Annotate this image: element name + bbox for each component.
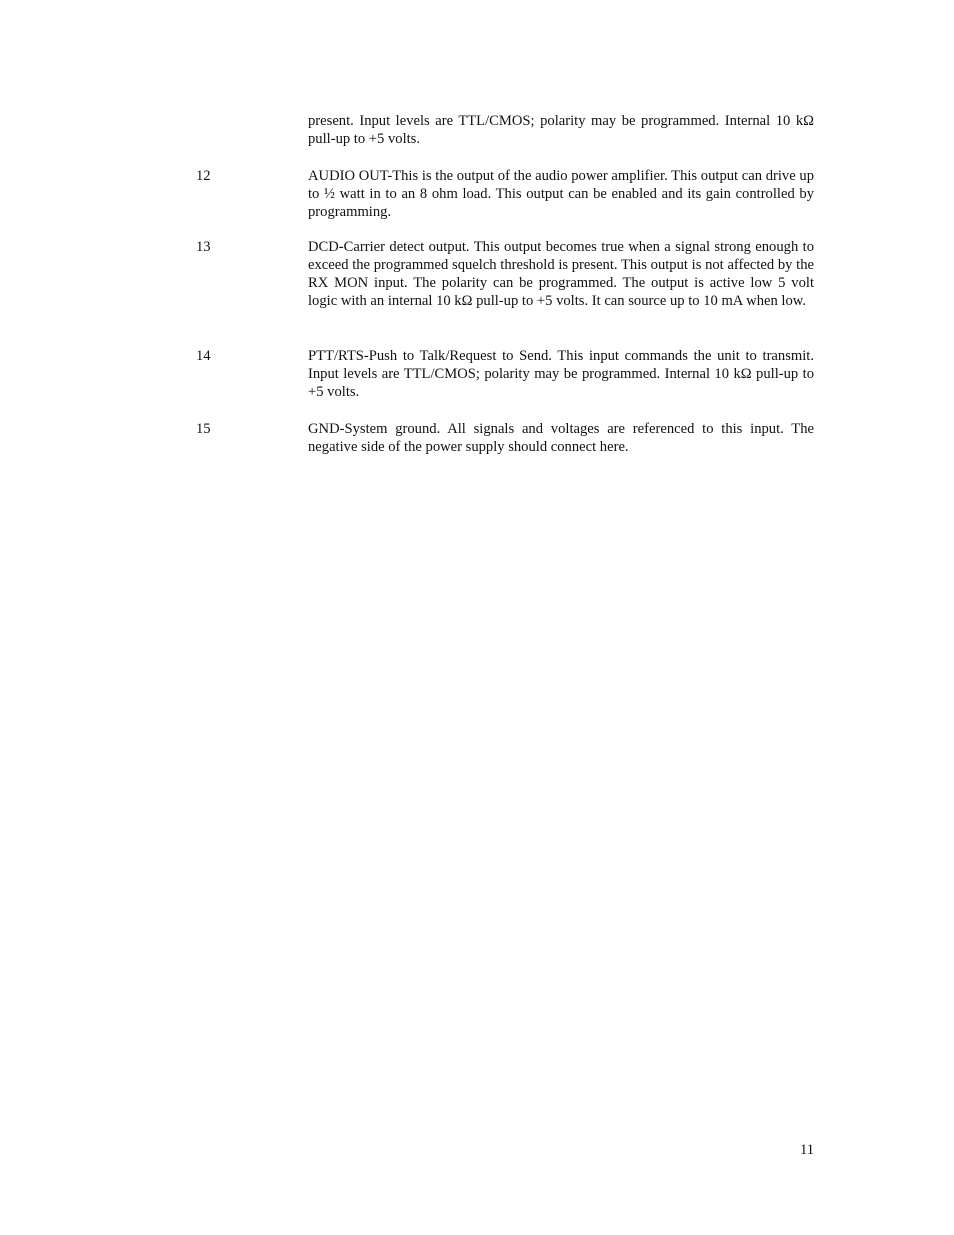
pin-number: 14 — [196, 348, 211, 364]
pin-description: DCD-Carrier detect output. This output becomes true when a signal strong enough to exceed the programmed squelch threshold is present. This output is not affected by the RX MON input. The polarity can be programmed. The output is active low 5 volt logic with an internal 10 kΩ pull-up to +5 volts. It can source up to 10 mA when low. — [308, 239, 814, 309]
continuation-paragraph: present. Input levels are TTL/CMOS; polarity may be programmed. Internal 10 kΩ pull-up to +5 volts. — [308, 113, 814, 147]
pin-description: GND-System ground. All signals and voltages are referenced to this input. The negative side of the power supply should connect here. — [308, 421, 814, 455]
pin-number: 15 — [196, 421, 211, 437]
pin-description: AUDIO OUT-This is the output of the audio power amplifier. This output can drive up to ½ watt in to an 8 ohm load. This output can be enabled and its gain controlled by programming. — [308, 168, 814, 220]
pin-description: PTT/RTS-Push to Talk/Request to Send. This input commands the unit to transmit. Input levels are TTL/CMOS; polarity may be programmed. Internal 10 kΩ pull-up to +5 volts. — [308, 348, 814, 400]
pin-number: 13 — [196, 239, 211, 255]
page-number: 11 — [799, 1142, 814, 1158]
pin-number: 12 — [196, 168, 211, 184]
